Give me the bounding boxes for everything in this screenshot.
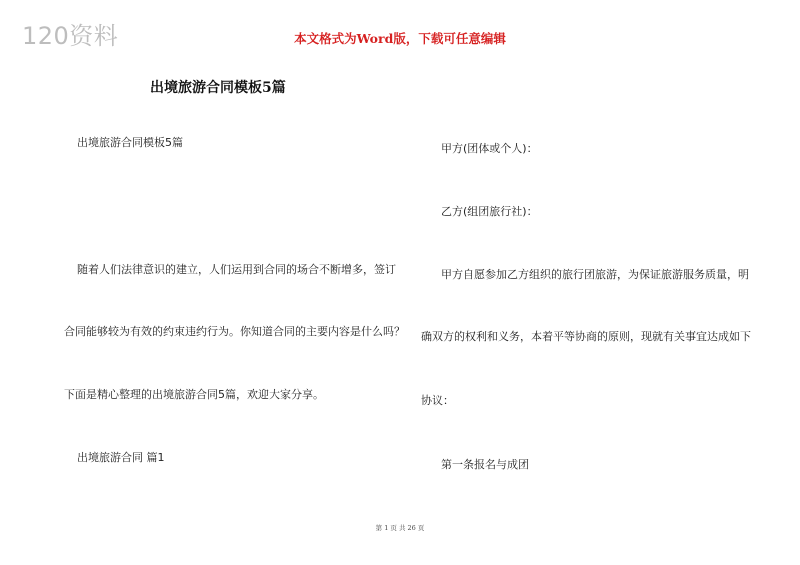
watermark-logo: 120资料 <box>22 22 119 50</box>
right-paragraph-line: 甲方自愿参加乙方组织的旅行团旅游，为保证旅游服务质量，明 <box>441 268 749 281</box>
left-section-heading: 出境旅游合同 篇1 <box>77 451 165 464</box>
left-paragraph-heading: 出境旅游合同模板5篇 <box>77 136 183 149</box>
document-title: 出境旅游合同模板5篇 <box>150 80 286 96</box>
party-a-field: 甲方(团体或个人)： <box>441 142 538 155</box>
party-b-field: 乙方(组团旅行社)： <box>441 205 538 218</box>
left-paragraph-line: 随着人们法律意识的建立，人们运用到合同的场合不断增多，签订 <box>77 263 396 276</box>
right-paragraph-line: 确双方的权利和义务，本着平等协商的原则，现就有关事宜达成如下 <box>421 330 751 343</box>
right-paragraph-line: 协议： <box>421 394 454 407</box>
page-footer: 第 1 页 共 26 页 <box>375 524 425 532</box>
article-one-heading: 第一条报名与成团 <box>441 458 529 471</box>
left-paragraph-line: 合同能够较为有效的约束违约行为。你知道合同的主要内容是什么吗？ <box>64 325 405 338</box>
format-notice: 本文格式为Word版，下载可任意编辑 <box>294 31 506 46</box>
left-paragraph-line: 下面是精心整理的出境旅游合同5篇，欢迎大家分享。 <box>64 388 324 401</box>
